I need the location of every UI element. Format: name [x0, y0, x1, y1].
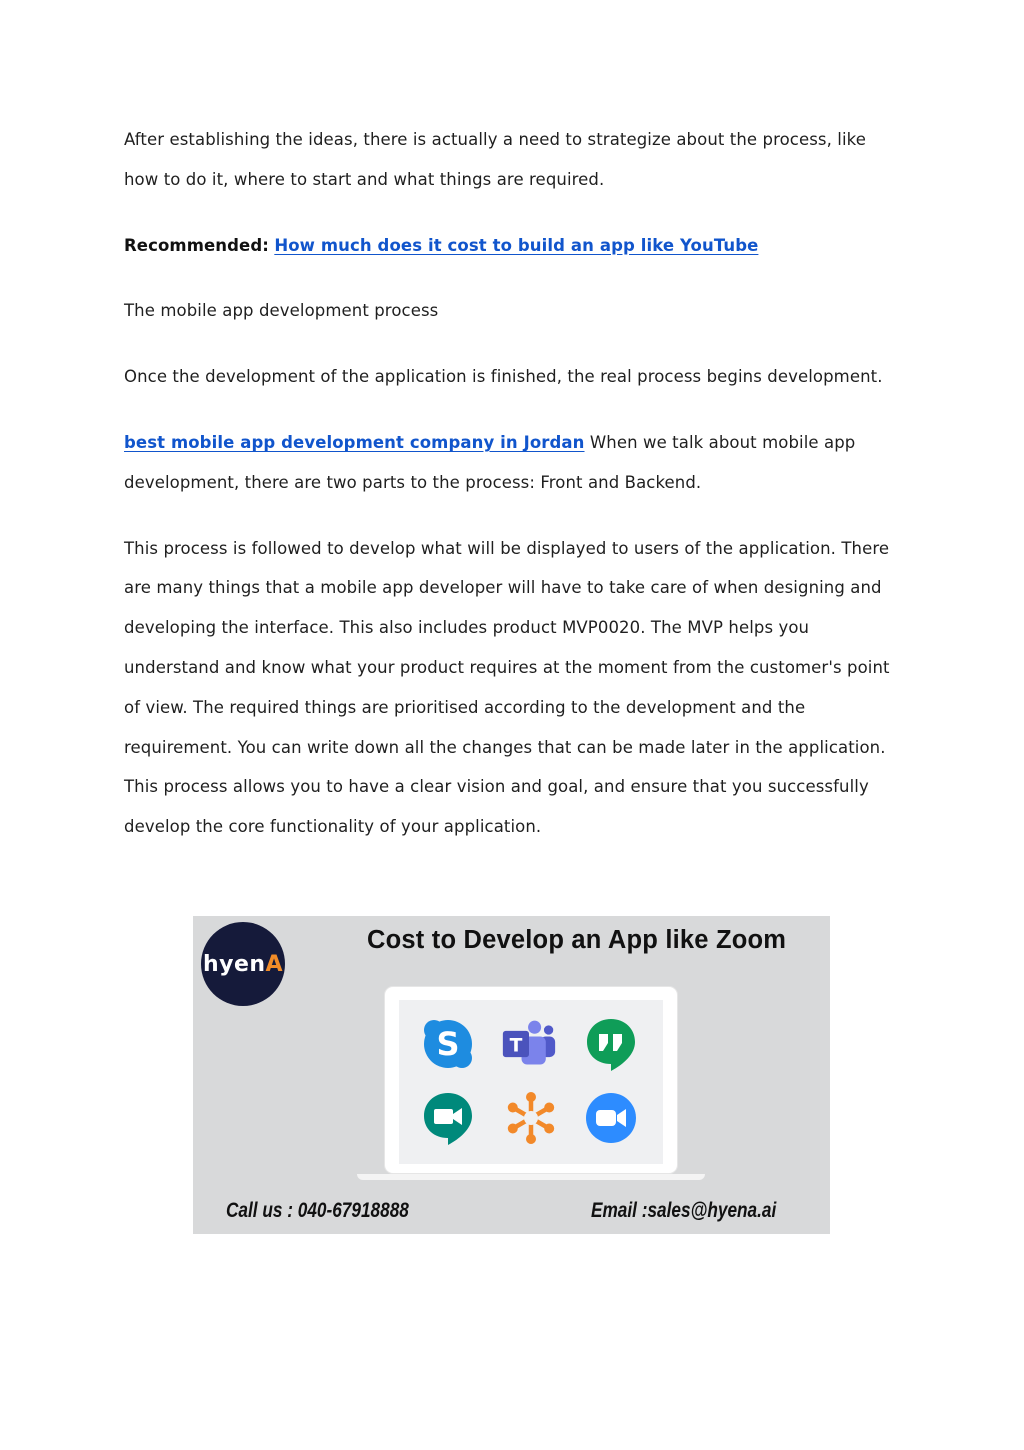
document-body — [124, 120, 904, 847]
paragraph-front-backend — [124, 423, 904, 503]
paragraph-strategize: After establishing the ideas, there is actually a need to strategize about the process, like how to do it, where to start and what things are required. — [124, 130, 866, 189]
zoom-icon — [583, 1090, 639, 1146]
laptop-illustration — [385, 987, 677, 1173]
hyena-logo-mark: A — [265, 951, 284, 977]
banner-title: Cost to Develop an App like Zoom — [367, 926, 787, 954]
paragraph-process-heading: The mobile app development process — [124, 301, 439, 321]
youtube-cost-link[interactable]: How much does it cost to build an app like YouTube — [274, 235, 759, 255]
paragraph-front-backend-text: When we talk about mobile app development, there are two parts to the process: Front and Backend. — [124, 432, 856, 492]
skype-icon — [420, 1016, 476, 1072]
google-meet-icon — [420, 1090, 476, 1146]
zoom-cost-banner — [193, 916, 830, 1234]
teams-icon — [501, 1016, 557, 1072]
recommended-label: Recommended: — [124, 235, 269, 255]
paragraph-mvp: This process is followed to develop what will be displayed to users of the application. There are many things that a mobile app developer will have to take care of when designing and developing the interface. This also includes product MVP0020. The MVP helps you understand and know what your product requires at the moment from the customer's point of view. The required things are prioritised according to the development and the requirement. You can write down all the changes that can be made later in the application. This process allows you to have a clear vision and goal, and ensure that you successfully develop the core functionality of your application. — [124, 538, 890, 837]
recommended-line — [124, 226, 904, 266]
laptop-screen — [399, 1000, 663, 1164]
hyena-logo — [201, 922, 285, 1006]
jordan-company-link[interactable]: best mobile app development company in Jordan — [124, 432, 585, 452]
svg-text:T: T — [509, 1035, 523, 1057]
hangouts-icon — [583, 1016, 639, 1072]
asterisk-app-icon — [503, 1090, 559, 1146]
email-text: Email :sales@hyena.ai — [591, 1199, 777, 1222]
svg-text:S: S — [436, 1025, 460, 1063]
paragraph-development-finished: Once the development of the application is finished, the real process begins development. — [124, 367, 883, 387]
hyena-logo-text: hyen — [202, 951, 266, 977]
laptop-base — [357, 1174, 705, 1180]
call-us-text: Call us : 040-67918888 — [226, 1199, 409, 1222]
